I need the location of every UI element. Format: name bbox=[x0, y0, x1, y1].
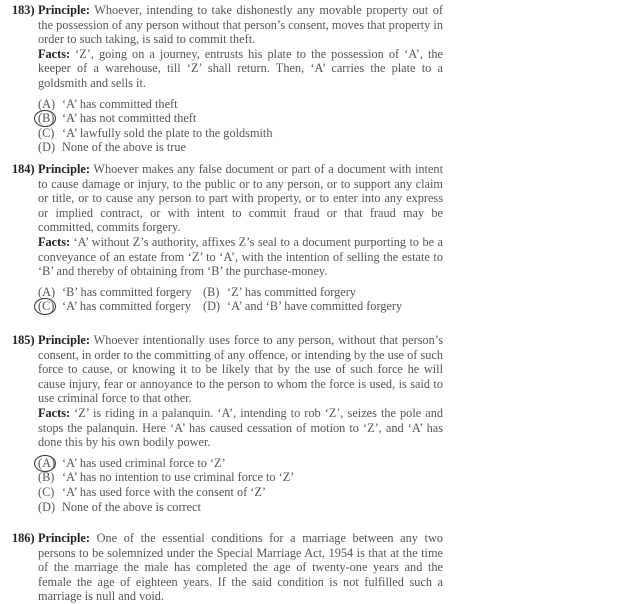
principle-text: Whoever makes any false document or part of a document with intent to cause damage or injury, to the public or to any person, or to support any claim or title, or to cause any person to part with property, or to enter into any express or implied contract, or with intent to commit fraud or that fraud may be committed, commits forgery. bbox=[38, 162, 443, 235]
option-letter: (A) bbox=[38, 284, 56, 299]
option-d[interactable] bbox=[38, 140, 443, 155]
option-b-selected[interactable] bbox=[38, 111, 443, 126]
option-text: ‘A’ lawfully sold the plate to the goldsmith bbox=[62, 125, 273, 140]
option-text: ‘A’ has committed theft bbox=[62, 96, 178, 111]
option-b[interactable] bbox=[203, 285, 443, 300]
option-text: ‘A’ and ‘B’ have committed forgery bbox=[227, 299, 403, 314]
question-185 bbox=[12, 333, 443, 514]
option-text: ‘A’ has used criminal force to ‘Z’ bbox=[62, 455, 226, 470]
facts-text: ‘Z’, going on a journey, entrusts his plate to the possession of ‘A’, the keeper of a warehouse, till ‘Z’ shall return. Then, ‘A’ carries the plate to a goldsmith and sells it. bbox=[38, 46, 444, 90]
circled-option-letter: (B) bbox=[38, 111, 62, 126]
question-number: 184) bbox=[12, 162, 35, 176]
options-list bbox=[12, 456, 443, 514]
principle-paragraph bbox=[12, 333, 443, 406]
question-183 bbox=[12, 3, 443, 155]
question-184 bbox=[12, 162, 443, 314]
facts-label: Facts: bbox=[38, 234, 71, 249]
option-b[interactable] bbox=[38, 470, 443, 485]
principle-label: Principle: bbox=[38, 162, 90, 176]
principle-label: Principle: bbox=[38, 531, 90, 545]
options-grid bbox=[12, 285, 443, 314]
principle-paragraph bbox=[12, 531, 443, 604]
option-letter: (A) bbox=[38, 96, 56, 111]
principle-text: One of the essential conditions for a marriage between any two persons to be solemnized under the Special Marriage Act, 1954 is that at the time of the marriage the male has completed the age of twenty-one years and the female the age of eighteen years. If the said condition is not fulfilled such a marriage is null and void. bbox=[38, 531, 444, 604]
option-letter: (C) bbox=[38, 484, 55, 499]
option-text: ‘A’ has committed forgery bbox=[62, 299, 191, 314]
circled-option-letter: (C) bbox=[38, 299, 62, 314]
principle-paragraph bbox=[12, 3, 443, 47]
facts-paragraph bbox=[12, 47, 443, 91]
principle-paragraph bbox=[12, 162, 443, 235]
principle-label: Principle: bbox=[38, 3, 90, 17]
circled-option-letter: (A) bbox=[38, 456, 62, 471]
facts-paragraph bbox=[12, 406, 443, 450]
facts-text: ‘A’ without Z’s authority, affixes Z’s seal to a document purporting to be a conveyance of an estate from ‘Z’ to ‘A’, with the intention of selling the estate to ‘B’ and thereby of obtaining from ‘B’ the purchase-money. bbox=[38, 234, 443, 279]
option-a-selected[interactable] bbox=[38, 456, 443, 471]
option-text: ‘A’ has no intention to use criminal force to ‘Z’ bbox=[62, 470, 295, 485]
principle-text: Whoever intentionally uses force to any person, without that person’s consent, in order to the committing of any offence, or intending by the use of such force to cause, or knowing it to be likely that by the use of such force he will cause injury, fear or annoyance to the person to whom the force is used, is said to use criminal force to that other. bbox=[38, 333, 443, 406]
option-letter: (B) bbox=[38, 470, 55, 485]
option-letter: (B) bbox=[203, 284, 220, 299]
option-letter: (D) bbox=[203, 299, 221, 314]
option-text: None of the above is true bbox=[62, 140, 186, 155]
facts-label: Facts: bbox=[38, 46, 71, 61]
option-letter: (D) bbox=[38, 140, 56, 155]
option-text: None of the above is correct bbox=[62, 499, 201, 514]
principle-label: Principle: bbox=[38, 333, 90, 347]
question-number: 183) bbox=[12, 3, 35, 17]
option-letter: (D) bbox=[38, 499, 56, 514]
principle-text: Whoever, intending to take dishonestly any movable property out of the possession of any person without that person’s consent, moves that property in order to such taking, is said to commit theft. bbox=[38, 3, 443, 47]
options-list bbox=[12, 97, 443, 155]
option-c[interactable] bbox=[38, 126, 443, 141]
facts-text: ‘Z’ is riding in a palanquin. ‘A’, intending to rob ‘Z’, seizes the pole and stops the palanquin. Here ‘A’ has caused cessation of motion to ‘Z’, and ‘A’ has done this by his own bodily power. bbox=[38, 405, 443, 450]
option-c[interactable] bbox=[38, 485, 443, 500]
option-d[interactable] bbox=[203, 299, 443, 314]
option-text: ‘Z’ has committed forgery bbox=[227, 284, 356, 299]
question-186 bbox=[12, 531, 443, 604]
facts-label: Facts: bbox=[38, 405, 71, 420]
question-number: 185) bbox=[12, 333, 35, 347]
option-text: ‘A’ has not committed theft bbox=[62, 111, 197, 126]
option-letter: (C) bbox=[38, 125, 55, 140]
question-number: 186) bbox=[12, 531, 35, 545]
option-text: ‘B’ has committed forgery bbox=[62, 284, 192, 299]
option-a[interactable] bbox=[38, 97, 443, 112]
option-d[interactable] bbox=[38, 500, 443, 515]
option-a[interactable] bbox=[38, 285, 203, 300]
facts-paragraph bbox=[12, 235, 443, 279]
option-c-selected[interactable] bbox=[38, 299, 203, 314]
option-text: ‘A’ has used force with the consent of ‘Z’ bbox=[62, 484, 266, 499]
